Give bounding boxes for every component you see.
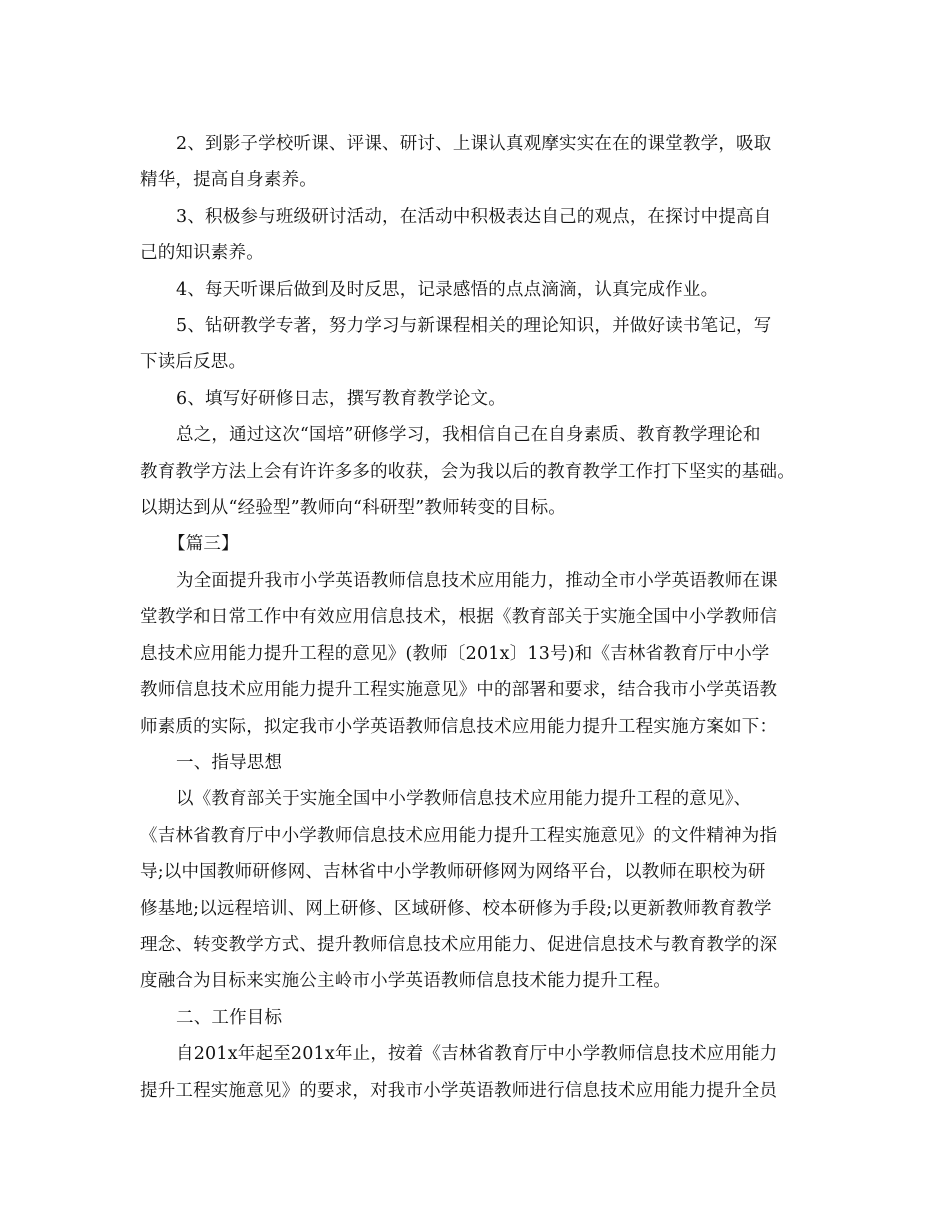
paragraph-line: 下读后反思。 <box>140 352 247 373</box>
paragraph-line: 导;以中国教师研修网、吉林省中小学教师研修网为网络平台，以教师在职校为研 <box>140 862 766 883</box>
paragraph-line: 理念、转变教学方式、提升教师信息技术应用能力、促进信息技术与教育教学的深 <box>140 934 778 955</box>
paragraph-line: 为全面提升我市小学英语教师信息技术应用能力，推动全市小学英语教师在课 <box>176 570 778 591</box>
section-heading: 一、指导思想 <box>176 752 283 773</box>
paragraph-line: 师素质的实际，拟定我市小学英语教师信息技术应用能力提升工程实施方案如下： <box>140 716 778 737</box>
paragraph-line: 5、钻研教学专著，努力学习与新课程相关的理论知识，并做好读书笔记，写 <box>176 316 772 337</box>
paragraph-line: 己的知识素养。 <box>140 243 264 264</box>
paragraph-line: 总之，通过这次“国培”研修学习，我相信自己在自身素质、教育教学理论和 <box>176 425 761 446</box>
paragraph-line: 教育教学方法上会有许许多多的收获，会为我以后的教育教学工作打下坚实的基础。 <box>140 461 795 482</box>
section-heading: 二、工作目标 <box>176 1007 283 1028</box>
paragraph-line: 教师信息技术应用能力提升工程实施意见》中的部署和要求，结合我市小学英语教 <box>140 680 778 701</box>
paragraph-line: 度融合为目标来实施公主岭市小学英语教师信息技术能力提升工程。 <box>140 971 671 992</box>
paragraph-line: 《吉林省教育厅中小学教师信息技术应用能力提升工程实施意见》的文件精神为指 <box>140 825 778 846</box>
paragraph-line: 3、积极参与班级研讨活动，在活动中积极表达自己的观点，在探讨中提高自 <box>176 206 772 227</box>
paragraph-line: 2、到影子学校听课、评课、研讨、上课认真观摩实实在在的课堂教学，吸取 <box>176 134 772 154</box>
paragraph-line: 息技术应用能力提升工程的意见》(教师〔201x〕13号)和《吉林省教育厅中小学 <box>140 643 770 664</box>
paragraph-line: 4、每天听课后做到及时反思，记录感悟的点点滴滴，认真完成作业。 <box>176 279 719 300</box>
paragraph-line: 以期达到从“经验型”教师向“科研型”教师转变的目标。 <box>140 498 566 519</box>
section-heading: 【篇三】 <box>168 534 239 555</box>
paragraph-line: 堂教学和日常工作中有效应用信息技术，根据《教育部关于实施全国中小学教师信 <box>140 607 778 628</box>
paragraph-line: 精华，提高自身素养。 <box>140 170 317 191</box>
paragraph-line: 6、填写好研修日志，撰写教育教学论文。 <box>176 388 506 409</box>
paragraph-line: 提升工程实施意见》的要求，对我市小学英语教师进行信息技术应用能力提升全员 <box>140 1080 778 1101</box>
paragraph-line: 自201x年起至201x年止，按着《吉林省教育厅中小学教师信息技术应用能力 <box>176 1044 778 1065</box>
paragraph-line: 以《教育部关于实施全国中小学教师信息技术应用能力提升工程的意见》、 <box>176 789 752 810</box>
document-body <box>140 126 825 1109</box>
paragraph-line: 修基地;以远程培训、网上研修、区域研修、校本研修为手段;以更新教师教育教学 <box>140 898 772 919</box>
